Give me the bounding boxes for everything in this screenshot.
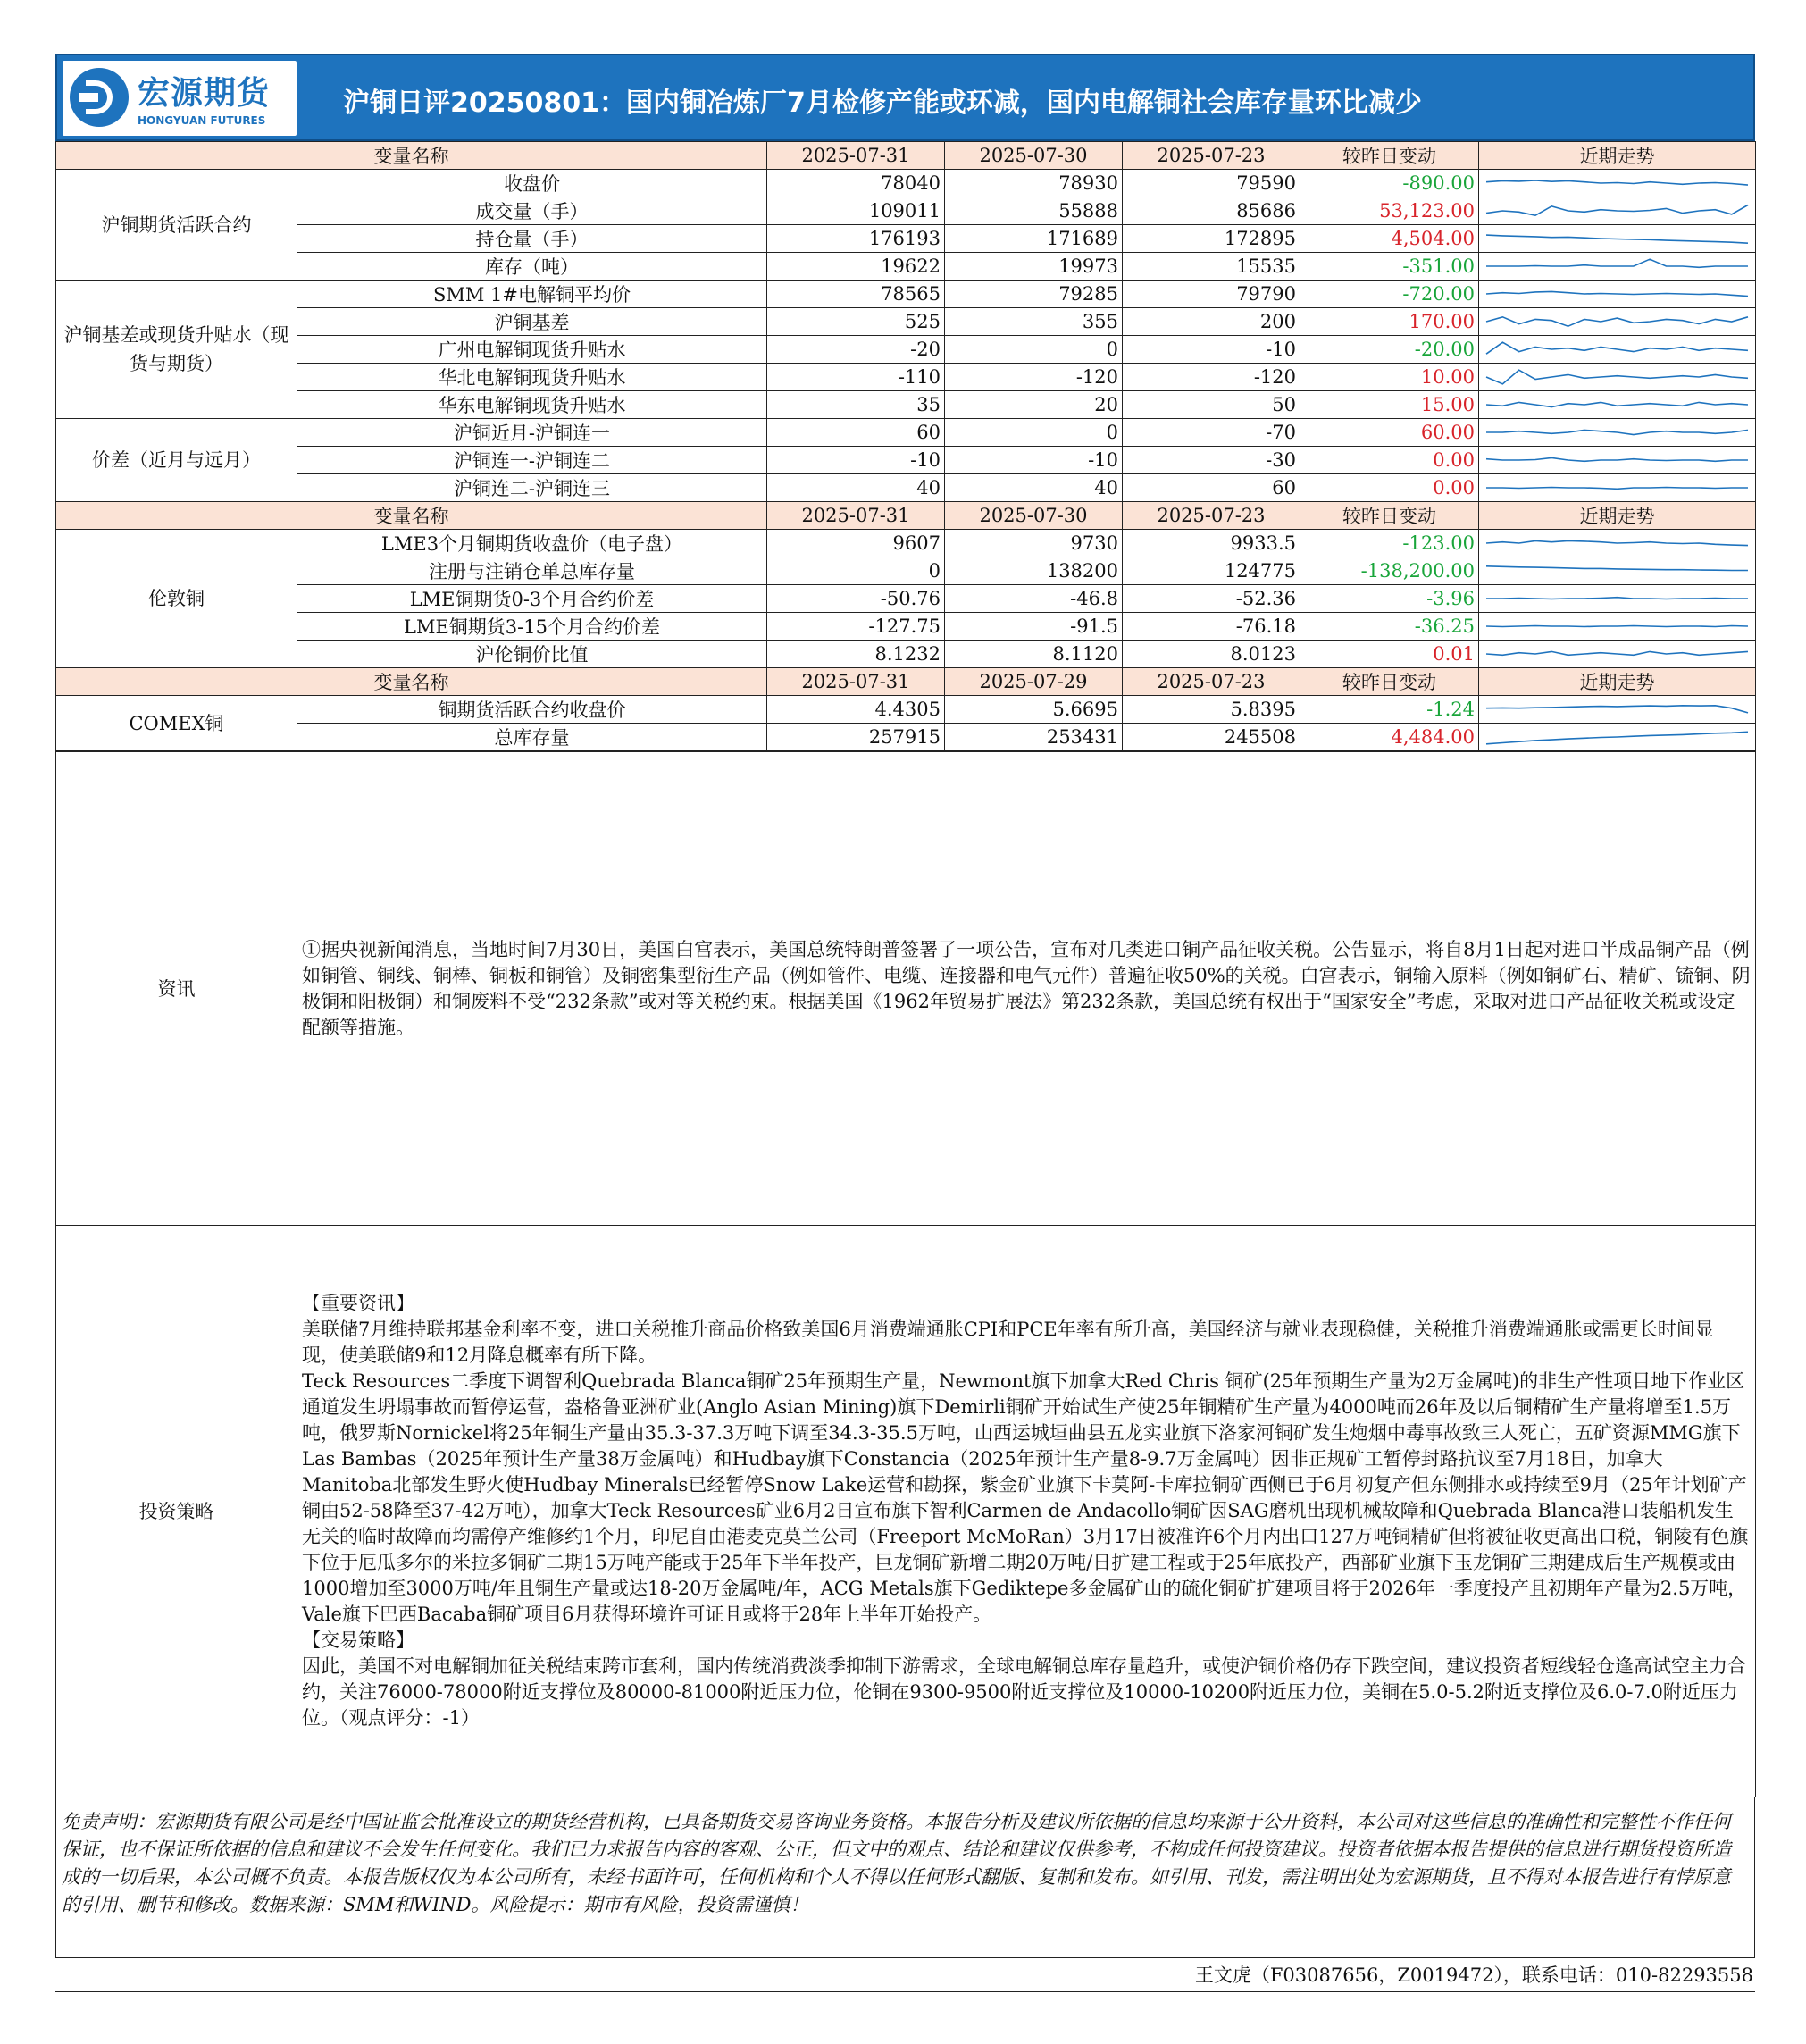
header-date: 2025-07-23: [1123, 502, 1300, 530]
sparkline-line: [1486, 342, 1748, 354]
trend-sparkline: [1479, 391, 1756, 419]
sparkline-chart: [1483, 172, 1752, 195]
value-date-3: -10: [1123, 336, 1300, 364]
variable-name: 收盘价: [297, 170, 767, 197]
value-date-2: -10: [945, 447, 1123, 474]
variable-name: 沪伦铜价比值: [297, 641, 767, 668]
strategy-trading-paragraph: 因此，美国不对电解铜加征关税结束跨市套利，国内传统消费淡季抑制下游需求，全球电解铜总库存量趋升，或使沪铜价格仍存下跌空间，建议投资者短线轻仓逢高试空主力合约，关注76000-78000附近支撑位及80000-81000附近压力位，伦铜在9300-9500附近支撑位及10000-10200附近压力位，美铜在5.0-5.2附近支撑位及6.0-7.0附近压力位。（观点评分：-1）: [302, 1655, 1746, 1729]
header-change: 较昨日变动: [1300, 668, 1479, 696]
table-row: [56, 170, 1756, 197]
daily-change: 0.00: [1300, 447, 1479, 474]
section-header-row: [56, 142, 1756, 170]
value-date-3: -76.18: [1123, 613, 1300, 641]
value-date-2: 55888: [945, 197, 1123, 225]
value-date-1: 4.4305: [767, 696, 945, 724]
sparkline-line: [1486, 205, 1748, 216]
commentary-table: [55, 751, 1756, 1797]
value-date-2: 19973: [945, 253, 1123, 281]
sparkline-line: [1486, 370, 1748, 384]
sparkline-line: [1486, 402, 1748, 406]
trend-sparkline: [1479, 557, 1756, 585]
daily-change: 60.00: [1300, 419, 1479, 447]
sparkline-chart: [1483, 698, 1752, 721]
value-date-1: 9607: [767, 530, 945, 557]
table-row: [56, 308, 1756, 336]
variable-name: 沪铜连一-沪铜连二: [297, 447, 767, 474]
value-date-1: 0: [767, 557, 945, 585]
daily-change: -351.00: [1300, 253, 1479, 281]
header-variable-name: 变量名称: [56, 502, 767, 530]
value-date-3: 200: [1123, 308, 1300, 336]
value-date-3: 60: [1123, 474, 1300, 502]
table-row: [56, 641, 1756, 668]
sparkline-chart: [1483, 255, 1752, 278]
daily-change: 4,484.00: [1300, 724, 1479, 751]
strategy-supply-paragraph: Teck Resources二季度下调智利Quebrada Blanca铜矿25年预期生产量，Newmont旗下加拿大Red Chris 铜矿(25年预期生产量为2万金属吨)的非生产性项目地下作业区通道发生坍塌事故而暂停运营，盎格鲁亚洲矿业(Anglo Asian Mining)旗下Demirli铜矿开始试生产使25年铜精矿生产量为4000吨而26年及以后铜精矿生产量将增至1.5万吨，俄罗斯Nornickel将25年铜生产量由35.3-37.3万吨下调至34.3-35.5万吨，山西运城垣曲县五龙实业旗下洛家河铜矿发生炮烟中毒事故致三人死亡，五矿资源MMG旗下Las Bambas（2025年预计生产量38万金属吨）和Hudbay旗下Constancia（2025年预计生产量8-9.7万金属吨）因非正规矿工暂停封路抗议至7月18日，加拿大Manitoba北部发生野火使Hudbay Minerals已经暂停Snow Lake运营和勘探，紫金矿业旗下卡莫阿-卡库拉铜矿西侧已于6月初复产但东侧排水或持续至9月（25年计划矿产铜由52-58降至37-42万吨），加拿大Teck Resources矿业6月2日宣布旗下智利Carmen de Andacollo铜矿因SAG磨机出现机械故障和Quebrada Blanca港口装船机发生无关的临时故障而均需停产维修约1个月，印尼自由港麦克莫兰公司（Freeport McMoRan）3月17日被准许6个月内出口127万吨铜精矿但将被征收更高出口税，铜陵有色旗下位于厄瓜多尔的米拉多铜矿二期15万吨产能或于25年下半年投产，巨龙铜矿新增二期20万吨/日扩建工程或于25年底投产，西部矿业旗下玉龙铜矿三期建成后生产规模或由1000增加至3000万吨/年且铜生产量或达18-20万金属吨/年，ACG Metals旗下Gediktepe多金属矿山的硫化铜矿扩建项目将于2026年一季度投产且初期年产量为2.5万吨，Vale旗下巴西Bacaba铜矿项目6月获得环境许可证且或将于28年上半年开始投产。: [302, 1370, 1749, 1625]
value-date-3: -52.36: [1123, 585, 1300, 613]
variable-name: 总库存量: [297, 724, 767, 751]
value-date-3: 9933.5: [1123, 530, 1300, 557]
header-trend: 近期走势: [1479, 502, 1756, 530]
variable-name: 沪铜连二-沪铜连三: [297, 474, 767, 502]
trend-sparkline: [1479, 613, 1756, 641]
value-date-2: 5.6695: [945, 696, 1123, 724]
disclaimer: 免责声明：宏源期货有限公司是经中国证监会批准设立的期货经营机构，已具备期货交易咨询业务资格。本报告分析及建议所依据的信息均来源于公开资料，本公司对这些信息的准确性和完整性不作任何保证，也不保证所依据的信息和建议不会发生任何变化。我们已力求报告内容的客观、公正，但文中的观点、结论和建议仅供参考，不构成任何投资建议。投资者依据本报告提供的信息进行期货投资所造成的一切后果，本公司概不负责。本报告版权仅为本公司所有，未经书面许可，任何机构和个人不得以任何形式翻版、复制和发布。如引用、刊发，需注明出处为宏源期货，且不得对本报告进行有悖原意的引用、删节和修改。数据来源：SMM和WIND。风险提示：期市有风险，投资需谨慎！: [55, 1797, 1755, 1958]
company-logo: [63, 61, 297, 136]
trend-sparkline: [1479, 336, 1756, 364]
variable-name: 广州电解铜现货升贴水: [297, 336, 767, 364]
daily-change: -36.25: [1300, 613, 1479, 641]
sparkline-line: [1486, 651, 1748, 655]
sparkline-chart: [1483, 559, 1752, 582]
trend-sparkline: [1479, 364, 1756, 391]
variable-name: 铜期货活跃合约收盘价: [297, 696, 767, 724]
value-date-1: 40: [767, 474, 945, 502]
variable-name: 华东电解铜现货升贴水: [297, 391, 767, 419]
table-row: [56, 225, 1756, 253]
sparkline-chart: [1483, 338, 1752, 361]
section-header-row: [56, 502, 1756, 530]
value-date-2: 40: [945, 474, 1123, 502]
report-page: [55, 54, 1755, 1992]
category-cell: 价差（近月与远月）: [56, 419, 297, 502]
header-trend: 近期走势: [1479, 668, 1756, 696]
value-date-3: 79790: [1123, 281, 1300, 308]
report-title: 沪铜日评20250801：国内铜冶炼厂7月检修产能或环减，国内电解铜社会库存量环比减少: [343, 88, 1422, 119]
value-date-1: 8.1232: [767, 641, 945, 668]
trend-sparkline: [1479, 474, 1756, 502]
sparkline-line: [1486, 317, 1748, 326]
daily-change: -890.00: [1300, 170, 1479, 197]
sparkline-chart: [1483, 587, 1752, 610]
value-date-2: 171689: [945, 225, 1123, 253]
category-cell: 沪铜期货活跃合约: [56, 170, 297, 281]
daily-change: -1.24: [1300, 696, 1479, 724]
value-date-3: 79590: [1123, 170, 1300, 197]
value-date-2: 9730: [945, 530, 1123, 557]
sparkline-chart: [1483, 310, 1752, 333]
sparkline-line: [1486, 291, 1748, 296]
sparkline-chart: [1483, 199, 1752, 222]
sparkline-chart: [1483, 227, 1752, 250]
trend-sparkline: [1479, 447, 1756, 474]
table-row: [56, 447, 1756, 474]
value-date-1: 78565: [767, 281, 945, 308]
variable-name: LME铜期货3-15个月合约价差: [297, 613, 767, 641]
sparkline-line: [1486, 540, 1748, 545]
daily-change: -123.00: [1300, 530, 1479, 557]
variable-name: 库存（吨）: [297, 253, 767, 281]
table-row: [56, 197, 1756, 225]
trend-sparkline: [1479, 170, 1756, 197]
sparkline-line: [1486, 180, 1748, 185]
table-row: [56, 391, 1756, 419]
header-date: 2025-07-31: [767, 668, 945, 696]
value-date-2: 253431: [945, 724, 1123, 751]
trend-sparkline: [1479, 308, 1756, 336]
sparkline-line: [1486, 566, 1748, 571]
header-date: 2025-07-23: [1123, 668, 1300, 696]
category-cell: 沪铜基差或现货升贴水（现货与期货）: [56, 281, 297, 419]
variable-name: 沪铜近月-沪铜连一: [297, 419, 767, 447]
trend-sparkline: [1479, 253, 1756, 281]
sparkline-line: [1486, 598, 1748, 599]
header-date: 2025-07-30: [945, 142, 1123, 170]
sparkline-line: [1486, 626, 1748, 627]
variable-name: 华北电解铜现货升贴水: [297, 364, 767, 391]
strategy-heading-news: 【重要资讯】: [302, 1293, 414, 1314]
sparkline-line: [1486, 457, 1748, 461]
header-variable-name: 变量名称: [56, 668, 767, 696]
trend-sparkline: [1479, 419, 1756, 447]
value-date-3: 8.0123: [1123, 641, 1300, 668]
sparkline-chart: [1483, 365, 1752, 389]
value-date-3: 85686: [1123, 197, 1300, 225]
value-date-1: -10: [767, 447, 945, 474]
value-date-2: -46.8: [945, 585, 1123, 613]
header-date: 2025-07-29: [945, 668, 1123, 696]
value-date-3: 245508: [1123, 724, 1300, 751]
news-label: 资讯: [56, 752, 297, 1226]
value-date-2: 355: [945, 308, 1123, 336]
value-date-1: -127.75: [767, 613, 945, 641]
category-cell: COMEX铜: [56, 696, 297, 751]
trend-sparkline: [1479, 724, 1756, 751]
variable-name: LME3个月铜期货收盘价（电子盘）: [297, 530, 767, 557]
sparkline-chart: [1483, 393, 1752, 416]
variable-name: SMM 1#电解铜平均价: [297, 281, 767, 308]
table-row: [56, 724, 1756, 751]
market-data-table: [55, 141, 1756, 751]
value-date-2: 0: [945, 419, 1123, 447]
value-date-3: 172895: [1123, 225, 1300, 253]
value-date-3: 5.8395: [1123, 696, 1300, 724]
daily-change: 170.00: [1300, 308, 1479, 336]
sparkline-chart: [1483, 476, 1752, 499]
table-row: [56, 364, 1756, 391]
value-date-3: 124775: [1123, 557, 1300, 585]
header-variable-name: 变量名称: [56, 142, 767, 170]
header-change: 较昨日变动: [1300, 502, 1479, 530]
value-date-2: 20: [945, 391, 1123, 419]
daily-change: -720.00: [1300, 281, 1479, 308]
report-header: [55, 54, 1755, 141]
table-row: [56, 253, 1756, 281]
header-date: 2025-07-30: [945, 502, 1123, 530]
sparkline-chart: [1483, 282, 1752, 306]
strategy-fed-paragraph: 美联储7月维持联邦基金利率不变，进口关税推升商品价格致美国6月消费端通胀CPI和PCE年率有所升高，美国经济与就业表现稳健，关税推升消费端通胀或需更长时间显现，使美联储9和12月降息概率有所下降。: [302, 1319, 1714, 1366]
daily-change: -20.00: [1300, 336, 1479, 364]
value-date-1: 257915: [767, 724, 945, 751]
daily-change: 10.00: [1300, 364, 1479, 391]
sparkline-chart: [1483, 421, 1752, 444]
value-date-2: 0: [945, 336, 1123, 364]
trend-sparkline: [1479, 197, 1756, 225]
value-date-2: -120: [945, 364, 1123, 391]
daily-change: -3.96: [1300, 585, 1479, 613]
logo-chinese-name: 宏源期货: [138, 75, 271, 112]
table-row: [56, 530, 1756, 557]
header-trend: 近期走势: [1479, 142, 1756, 170]
value-date-1: -20: [767, 336, 945, 364]
value-date-2: 78930: [945, 170, 1123, 197]
section-header-row: [56, 668, 1756, 696]
sparkline-chart: [1483, 448, 1752, 472]
value-date-1: -50.76: [767, 585, 945, 613]
variable-name: 成交量（手）: [297, 197, 767, 225]
sparkline-line: [1486, 430, 1748, 434]
daily-change: 0.00: [1300, 474, 1479, 502]
value-date-3: -70: [1123, 419, 1300, 447]
value-date-3: -120: [1123, 364, 1300, 391]
trend-sparkline: [1479, 281, 1756, 308]
table-row: [56, 474, 1756, 502]
value-date-3: 50: [1123, 391, 1300, 419]
variable-name: 注册与注销仓单总库存量: [297, 557, 767, 585]
header-date: 2025-07-31: [767, 142, 945, 170]
variable-name: LME铜期货0-3个月合约价差: [297, 585, 767, 613]
daily-change: 53,123.00: [1300, 197, 1479, 225]
value-date-2: 8.1120: [945, 641, 1123, 668]
value-date-1: 109011: [767, 197, 945, 225]
sparkline-line: [1486, 259, 1748, 267]
category-cell: 伦敦铜: [56, 530, 297, 668]
variable-name: 持仓量（手）: [297, 225, 767, 253]
sparkline-line: [1486, 488, 1748, 490]
sparkline-line: [1486, 235, 1748, 243]
table-row: [56, 336, 1756, 364]
trend-sparkline: [1479, 585, 1756, 613]
sparkline-line: [1486, 706, 1748, 713]
trend-sparkline: [1479, 696, 1756, 724]
table-row: [56, 281, 1756, 308]
sparkline-chart: [1483, 642, 1752, 666]
hongyuan-logo-icon: [70, 68, 129, 127]
daily-change: 0.01: [1300, 641, 1479, 668]
table-row: [56, 696, 1756, 724]
value-date-2: 138200: [945, 557, 1123, 585]
daily-change: -138,200.00: [1300, 557, 1479, 585]
table-row: [56, 613, 1756, 641]
value-date-3: 15535: [1123, 253, 1300, 281]
logo-english-name: HONGYUAN FUTURES: [138, 114, 266, 127]
daily-change: 15.00: [1300, 391, 1479, 419]
value-date-2: -91.5: [945, 613, 1123, 641]
value-date-3: -30: [1123, 447, 1300, 474]
value-date-1: -110: [767, 364, 945, 391]
daily-change: 4,504.00: [1300, 225, 1479, 253]
table-row: [56, 557, 1756, 585]
value-date-1: 78040: [767, 170, 945, 197]
sparkline-chart: [1483, 532, 1752, 555]
header-date: 2025-07-31: [767, 502, 945, 530]
value-date-1: 525: [767, 308, 945, 336]
sparkline-chart: [1483, 725, 1752, 749]
strategy-heading-trading: 【交易策略】: [302, 1629, 414, 1651]
news-text: ①据央视新闻消息，当地时间7月30日，美国白宫表示，美国总统特朗普签署了一项公告，宣布对几类进口铜产品征收关税。公告显示，将自8月1日起对进口半成品铜产品（例如铜管、铜线、铜棒、铜板和铜管）及铜密集型衍生产品（例如管件、电缆、连接器和电气元件）普遍征收50%的关税。白宫表示，铜输入原料（例如铜矿石、精矿、锍铜、阴极铜和阳极铜）和铜废料不受“232条款”或对等关税约束。根据美国《1962年贸易扩展法》第232条款，美国总统有权出于“国家安全”考虑，采取对进口产品征收关税或设定配额等措施。: [302, 938, 1751, 1038]
trend-sparkline: [1479, 641, 1756, 668]
sparkline-line: [1486, 732, 1748, 744]
value-date-1: 19622: [767, 253, 945, 281]
strategy-label: 投资策略: [56, 1226, 297, 1797]
author-contact: 王文虎（F03087656，Z0019472），联系电话：010-82293558: [55, 1958, 1755, 1992]
table-row: [56, 585, 1756, 613]
value-date-1: 176193: [767, 225, 945, 253]
value-date-1: 35: [767, 391, 945, 419]
sparkline-chart: [1483, 615, 1752, 638]
header-date: 2025-07-23: [1123, 142, 1300, 170]
variable-name: 沪铜基差: [297, 308, 767, 336]
value-date-2: 79285: [945, 281, 1123, 308]
trend-sparkline: [1479, 225, 1756, 253]
table-row: [56, 419, 1756, 447]
value-date-1: 60: [767, 419, 945, 447]
trend-sparkline: [1479, 530, 1756, 557]
header-change: 较昨日变动: [1300, 142, 1479, 170]
